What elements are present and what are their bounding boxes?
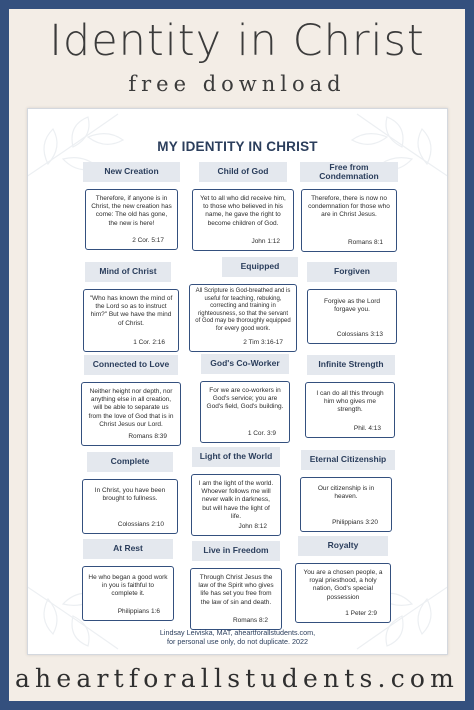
card-reference: Romans 8:39 [128, 433, 167, 440]
website-url[interactable]: aheartforallstudents.com [14, 664, 460, 693]
card-verse-box [192, 189, 294, 251]
card-title: Free from Condemnation [300, 162, 398, 182]
card-verse: Yet to all who did receive him, to those who believed in his name, he gave the right to become children of God. [200, 195, 286, 227]
card-verse-box [83, 289, 179, 352]
card-reference: 2 Tim 3:16-17 [243, 339, 283, 346]
card-title: Complete [87, 452, 173, 472]
card-verse-box [301, 189, 397, 252]
card-verse: You are a chosen people, a royal priesthood, a holy nation, God's special possession [303, 569, 383, 601]
card-verse-box [191, 474, 281, 536]
card-verse: Forgive as the Lord forgave you. [323, 298, 380, 314]
card-reference: Colossians 3:13 [336, 331, 383, 338]
card-verse: Therefore, if anyone is in Christ, the new creation has come: The old has gone, the new is here! [91, 195, 172, 227]
card-reference: 1 Cor. 3:9 [247, 430, 276, 437]
card-verse: Therefore, there is now no condemnation for those who are in Christ Jesus. [308, 195, 390, 219]
card-reference: 2 Cor. 5:17 [132, 237, 164, 244]
card-reference: Romans 8:2 [232, 617, 268, 624]
card-title: Mind of Christ [85, 262, 171, 282]
card-reference: John 8:12 [238, 523, 267, 530]
card-reference: 1 Peter 2:9 [345, 610, 377, 617]
card-title: Light of the World [192, 447, 280, 467]
card-title: God's Co-Worker [201, 354, 289, 374]
card-title: Live in Freedom [192, 541, 280, 561]
card-title: Forgiven [307, 262, 397, 282]
card-verse: All Scripture is God-breathed and is useful for teaching, rebuking, correcting and training in righteousness, so that the servant of God may be thoroughly equipped for every good work. [195, 288, 291, 332]
card-verse-box [82, 479, 178, 534]
leaf-decoration-top-left-icon [28, 109, 148, 199]
card-title: Eternal Citizenship [301, 450, 395, 470]
card-verse-box [82, 566, 174, 621]
card-verse-box [305, 382, 395, 438]
card-verse: He who began a good work in you is faithful to complete it. [88, 574, 168, 598]
card-verse: I can do all this through him who gives me strength. [316, 390, 384, 414]
card-verse-box [85, 189, 178, 250]
card-title: Child of God [199, 162, 287, 182]
card-title: At Rest [83, 539, 173, 559]
card-title: Infinite Strength [307, 355, 395, 375]
card-verse-box [81, 382, 181, 446]
card-reference: John 1:12 [251, 238, 280, 245]
sheet-footer [28, 628, 447, 646]
card-title: Royalty [298, 536, 388, 556]
card-title: New Creation [83, 162, 180, 182]
card-reference: Philippians 1:6 [117, 608, 160, 615]
card-verse-box [200, 381, 290, 443]
leaf-decoration-top-right-icon [327, 109, 447, 199]
card-reference: Philippians 3:20 [332, 519, 378, 526]
footer-credit: Lindsay Leiviska, MAT, aheartforallstudents.com, [159, 628, 316, 637]
page-subtitle: free download [128, 72, 346, 96]
card-verse: I am the light of the world. Whoever follows me will never walk in darkness, but will have the light of life. [198, 480, 274, 520]
card-reference: Colossians 2:10 [117, 521, 164, 528]
footer-usage-note: for personal use only, do not duplicate. 2022 [167, 637, 308, 646]
card-reference: Phil. 4:13 [353, 425, 381, 432]
card-verse-box [295, 563, 391, 623]
sheet-title: MY IDENTITY IN CHRIST [157, 139, 318, 154]
printable-sheet [27, 108, 448, 655]
page-title: Identity in Christ [49, 16, 425, 66]
card-verse: Through Christ Jesus the law of the Spirit who gives life has set you free from the law of sin and death. [198, 574, 274, 606]
card-verse: Our citizenship is in heaven. [317, 485, 375, 501]
card-verse: In Christ, you have been brought to fullness. [94, 487, 166, 503]
card-verse-box [307, 289, 397, 344]
card-verse-box [189, 284, 297, 352]
card-reference: 1 Cor. 2:16 [133, 339, 165, 346]
card-verse-box [190, 568, 282, 630]
card-verse: For we are co-workers in God's service; you are God's field, God's building. [206, 387, 284, 411]
card-verse: "Who has known the mind of the Lord so as to instruct him?" But we have the mind of Christ. [89, 295, 173, 327]
card-title: Equipped [222, 257, 298, 277]
card-verse-box [300, 477, 392, 532]
card-reference: Romans 8:1 [347, 239, 383, 246]
card-title: Connected to Love [84, 355, 178, 375]
card-verse: Neither height nor depth, nor anything else in all creation, will be able to separate us from the love of God that is in Christ Jesus our Lord. [88, 388, 174, 428]
